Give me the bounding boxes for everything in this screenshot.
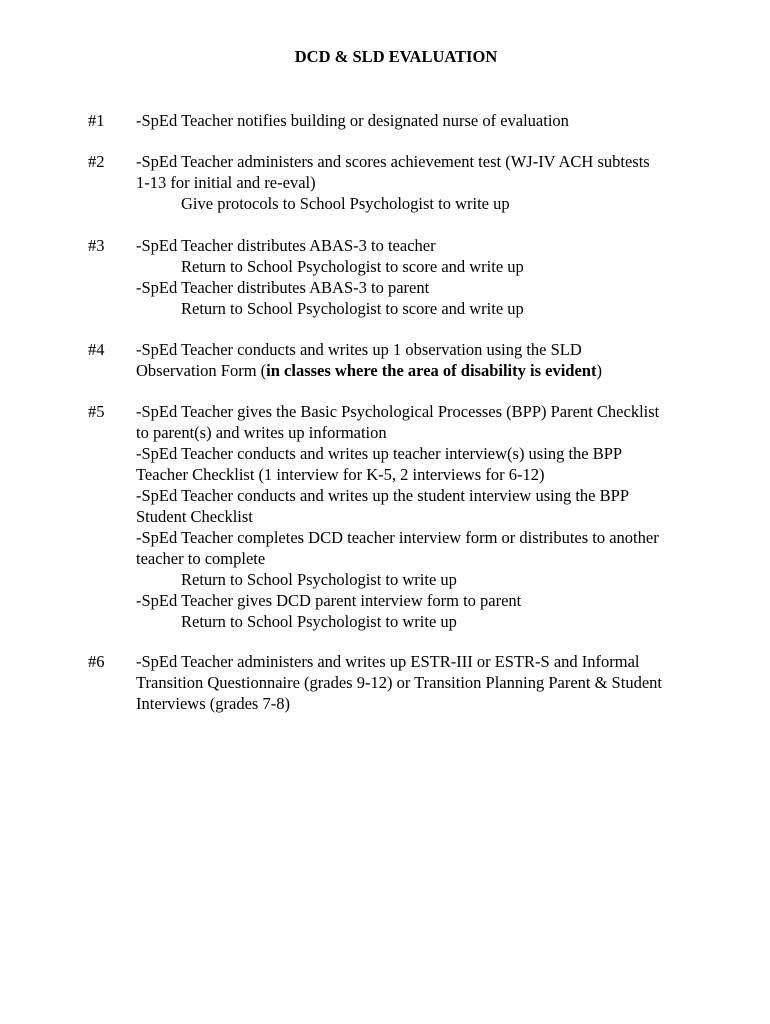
step-body [136, 110, 708, 131]
step-body [136, 151, 708, 214]
step-line [136, 360, 708, 381]
step-line: -SpEd Teacher gives DCD parent interview form to parent [136, 591, 522, 610]
step-line: -SpEd Teacher conducts and writes up teacher interview(s) using the BPP [136, 444, 623, 463]
step-subline: Give protocols to School Psychologist to write up [181, 194, 510, 213]
step-line: -SpEd Teacher distributes ABAS-3 to parent [136, 278, 430, 297]
step-line: -SpEd Teacher completes DCD teacher interview form or distributes to another [136, 528, 659, 547]
step-subline: Return to School Psychologist to score and write up [181, 299, 524, 318]
step-subline: Return to School Psychologist to score and write up [181, 257, 524, 276]
step-number: #6 [88, 652, 105, 671]
step-line: -SpEd Teacher conducts and writes up 1 observation using the SLD [136, 340, 582, 359]
step-line: Student Checklist [136, 507, 253, 526]
step-line-text: Observation Form ( [136, 361, 267, 380]
step-subline: Return to School Psychologist to write up [181, 612, 457, 631]
step-body [136, 339, 708, 381]
step-number: #1 [88, 111, 105, 130]
step-line: Teacher Checklist (1 interview for K-5, 2 interviews for 6-12) [136, 465, 545, 484]
step-number: #5 [88, 402, 105, 421]
step-body [136, 651, 708, 714]
step-line: -SpEd Teacher administers and scores achievement test (WJ-IV ACH subtests [136, 152, 650, 171]
step-line: Interviews (grades 7-8) [136, 694, 290, 713]
step-number: #3 [88, 236, 105, 255]
step-line: teacher to complete [136, 549, 266, 568]
step-line: -SpEd Teacher administers and writes up ESTR-III or ESTR-S and Informal [136, 652, 640, 671]
step-line: -SpEd Teacher gives the Basic Psychological Processes (BPP) Parent Checklist [136, 402, 660, 421]
step-line: -SpEd Teacher notifies building or designated nurse of evaluation [136, 111, 569, 130]
page-title: DCD & SLD EVALUATION [294, 47, 498, 66]
step-body [136, 401, 708, 632]
step-number: #2 [88, 152, 105, 171]
step-body [136, 235, 708, 319]
step-number: #4 [88, 340, 105, 359]
emphasis-text: in classes where the area of disability is evident [266, 361, 597, 380]
step-subline: Return to School Psychologist to write up [181, 570, 457, 589]
step-line: Transition Questionnaire (grades 9-12) or Transition Planning Parent & Student [136, 673, 662, 692]
step-line: -SpEd Teacher conducts and writes up the student interview using the BPP [136, 486, 629, 505]
step-line: -SpEd Teacher distributes ABAS-3 to teacher [136, 236, 436, 255]
step-line: 1-13 for initial and re-eval) [136, 173, 316, 192]
step-line: to parent(s) and writes up information [136, 423, 387, 442]
step-line-text: ) [596, 361, 602, 380]
